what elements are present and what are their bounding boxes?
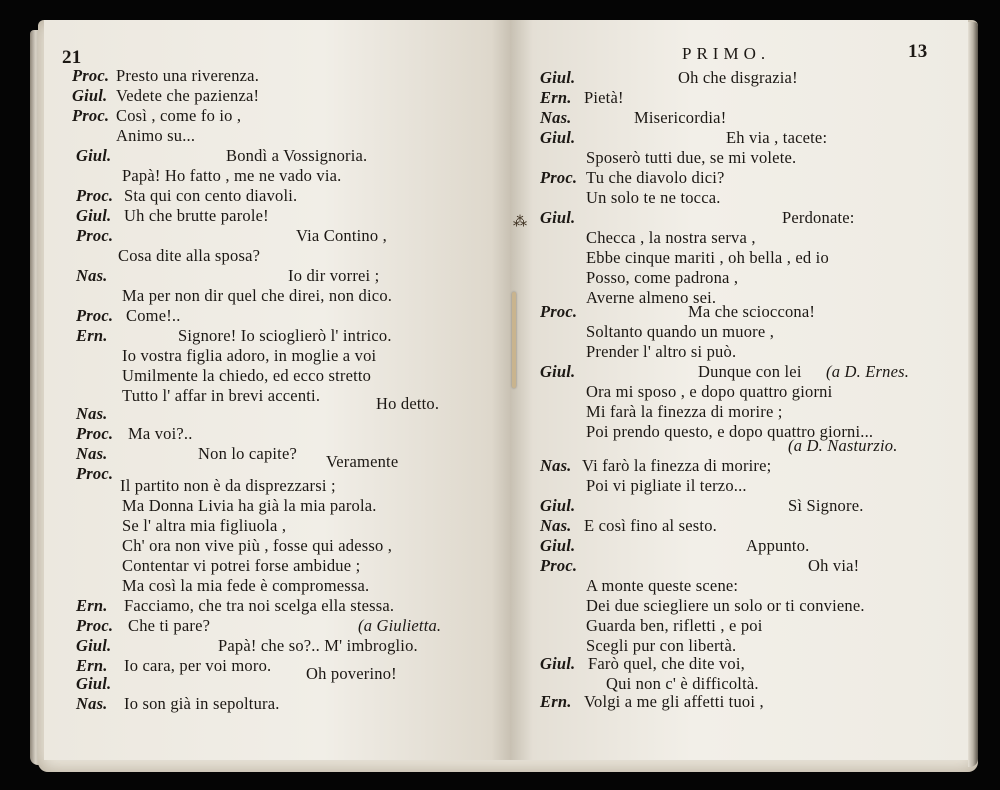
speaker-name: Nas. — [76, 444, 108, 463]
speaker-name: Proc. — [540, 302, 578, 321]
verse-line: Posso, come padrona , — [586, 268, 739, 287]
left-page-number: 21 — [62, 47, 82, 68]
speaker-name: Nas. — [76, 694, 108, 713]
stage-direction: (a D. Ernes. — [826, 362, 910, 381]
speaker-name: Proc. — [72, 66, 110, 85]
verse-line: Ora mi sposo , e dopo quattro giorni — [586, 382, 833, 401]
verse-line: Poi vi pigliate il terzo... — [586, 476, 747, 495]
verse-line: Così , come fo io , — [116, 106, 242, 125]
speaker-name: Ern. — [76, 656, 108, 675]
verse-line: Papà! Ho fatto , me ne vado via. — [122, 166, 342, 185]
verse-line: A monte queste scene: — [586, 576, 739, 595]
speaker-name: Ern. — [76, 596, 108, 615]
verse-line: Averne almeno sei. — [586, 288, 717, 307]
verse-line: Ma per non dir quel che direi, non dico. — [122, 286, 393, 305]
verse-line: Sì Signore. — [788, 496, 864, 515]
speaker-name: Proc. — [76, 226, 114, 245]
verse-line: Presto una riverenza. — [116, 66, 260, 85]
verse-line: Signore! Io scioglierò l' intrico. — [178, 326, 392, 345]
verse-line: Ma Donna Livia ha già la mia parola. — [122, 496, 377, 515]
verse-line: Ho detto. — [376, 394, 440, 413]
verse-line: Appunto. — [746, 536, 810, 555]
verse-line: Mi farà la finezza di morire ; — [586, 402, 783, 421]
verse-line: Volgi a me gli affetti tuoi , — [584, 692, 764, 711]
verse-line: E così fino al sesto. — [584, 516, 717, 535]
verse-line: Come!.. — [126, 306, 181, 325]
verse-line: Animo su... — [116, 126, 196, 145]
speaker-name: Giul. — [540, 536, 576, 555]
verse-line: Dei due sciegliere un solo or ti conviene. — [586, 596, 865, 615]
verse-line: Qui non c' è difficoltà. — [606, 674, 759, 693]
verse-line: Eh via , tacete: — [726, 128, 828, 147]
verse-line: Oh poverino! — [306, 664, 397, 683]
stage-direction: (a D. Nasturzio. — [788, 436, 898, 455]
verse-line: Farò quel, che dite voi, — [588, 654, 745, 673]
verse-line: Io son già in sepoltura. — [124, 694, 280, 713]
speaker-name: Giul. — [540, 362, 576, 381]
verse-line: Che ti pare? — [128, 616, 211, 635]
verse-line: Guarda ben, rifletti , e poi — [586, 616, 763, 635]
verse-line: Vi farò la finezza di morire; — [582, 456, 772, 475]
speaker-name: Proc. — [540, 168, 578, 187]
speaker-name: Proc. — [540, 556, 578, 575]
verse-line: Io vostra figlia adoro, in moglie a voi — [122, 346, 377, 365]
verse-line: Uh che brutte parole! — [124, 206, 269, 225]
speaker-name: Nas. — [540, 108, 572, 127]
verse-line: Checca , la nostra serva , — [586, 228, 756, 247]
speaker-name: Nas. — [76, 266, 108, 285]
speaker-name: Proc. — [76, 424, 114, 443]
speaker-name: Ern. — [540, 88, 572, 107]
speaker-name: Proc. — [72, 106, 110, 125]
verse-line: Ebbe cinque mariti , oh bella , ed io — [586, 248, 829, 267]
verse-line: Via Contino , — [296, 226, 387, 245]
speaker-name: Proc. — [76, 616, 114, 635]
verse-line: Veramente — [326, 452, 399, 471]
speaker-name: Ern. — [76, 326, 108, 345]
binding-thread — [512, 292, 516, 388]
verse-line: Oh via! — [808, 556, 860, 575]
speaker-name: Giul. — [76, 636, 112, 655]
speaker-name: Giul. — [76, 206, 112, 225]
verse-line: Un solo te ne tocca. — [586, 188, 721, 207]
verse-line: Dunque con lei — [698, 362, 802, 381]
speaker-name: Nas. — [76, 404, 108, 423]
speaker-name: Proc. — [76, 464, 114, 483]
verse-line: Bondì a Vossignoria. — [226, 146, 368, 165]
verse-line: Perdonate: — [782, 208, 855, 227]
speaker-name: Giul. — [540, 128, 576, 147]
verse-line: Pietà! — [584, 88, 624, 107]
speaker-name: Nas. — [540, 516, 572, 535]
verse-line: Misericordia! — [634, 108, 727, 127]
verse-line: Non lo capite? — [198, 444, 298, 463]
speaker-name: Giul. — [72, 86, 108, 105]
verse-line: Vedete che pazienza! — [116, 86, 260, 105]
stage-direction: (a Giulietta. — [358, 616, 442, 635]
verse-line: Se l' altra mia figliuola , — [122, 516, 287, 535]
verse-line: Sta qui con cento diavoli. — [124, 186, 298, 205]
speaker-name: Proc. — [76, 186, 114, 205]
verse-line: Ch' ora non vive più , fosse qui adesso , — [122, 536, 393, 555]
verse-line: Prender l' altro si può. — [586, 342, 737, 361]
verse-line: Io cara, per voi moro. — [124, 656, 272, 675]
right-page-edge — [968, 22, 978, 767]
verse-line: Soltanto quando un muore , — [586, 322, 775, 341]
verse-line: Io dir vorrei ; — [288, 266, 380, 285]
verse-line: Poi prendo questo, e dopo quattro giorni... — [586, 422, 874, 441]
verse-line: Oh che disgrazia! — [678, 68, 798, 87]
verse-line: Il partito non è da disprezzarsi ; — [120, 476, 336, 495]
right-page-number: 13 — [908, 41, 928, 62]
verse-line: Tu che diavolo dici? — [586, 168, 725, 187]
speaker-name: Giul. — [76, 674, 112, 693]
verse-line: Facciamo, che tra noi scelga ella stessa. — [124, 596, 395, 615]
speaker-name: Nas. — [540, 456, 572, 475]
verse-line: Tutto l' affar in brevi accenti. — [122, 386, 321, 405]
verse-line: Ma così la mia fede è compromessa. — [122, 576, 370, 595]
verse-line: Umilmente la chiedo, ed ecco stretto — [122, 366, 372, 385]
verse-line: Ma voi?.. — [128, 424, 193, 443]
running-head: PRIMO. — [682, 44, 771, 63]
verse-line: Papà! che so?.. M' imbroglio. — [218, 636, 418, 655]
speaker-name: Giul. — [540, 654, 576, 673]
binding-mark: ⁂ — [513, 215, 527, 230]
speaker-name: Proc. — [76, 306, 114, 325]
verse-line: Cosa dite alla sposa? — [118, 246, 261, 265]
speaker-name: Giul. — [540, 68, 576, 87]
verse-line: Ma che sciocconа! — [688, 302, 816, 321]
speaker-name: Ern. — [540, 692, 572, 711]
verse-line: Scegli pur con libertà. — [586, 636, 737, 655]
verse-line: Contentar vi potrei forse ambidue ; — [122, 556, 361, 575]
speaker-name: Giul. — [540, 208, 576, 227]
speaker-name: Giul. — [540, 496, 576, 515]
verse-line: Sposerò tutti due, se mi volete. — [586, 148, 797, 167]
speaker-name: Giul. — [76, 146, 112, 165]
